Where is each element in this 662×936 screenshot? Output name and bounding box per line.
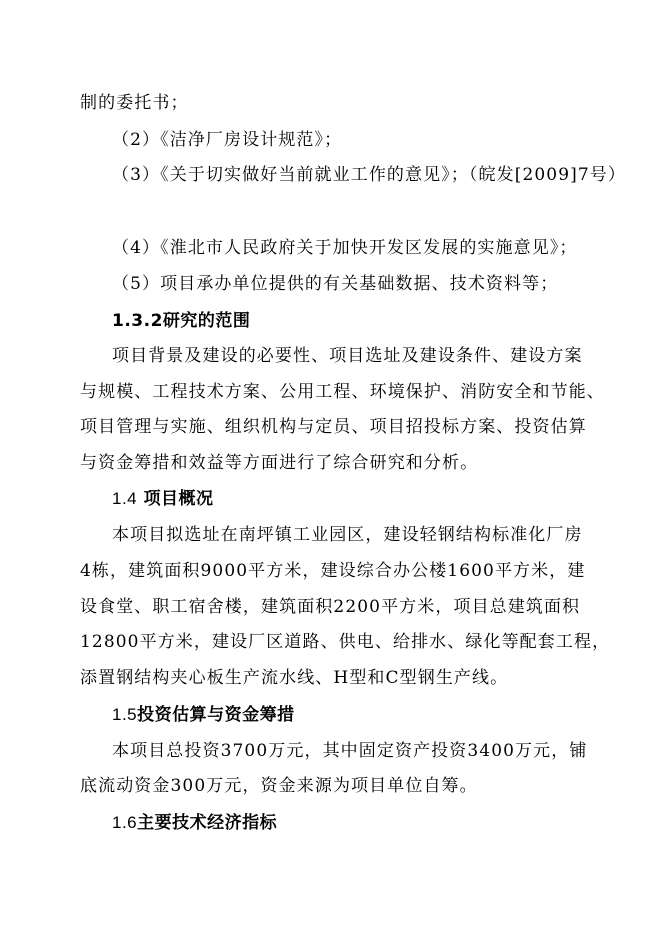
paragraph-scope-line-4: 与资金筹措和效益等方面进行了综合研究和分析。 — [80, 453, 479, 473]
paragraph-overview-line-5: 添置钢结构夹心板生产流水线、H型和C型钢生产线。 — [80, 668, 509, 688]
paragraph-scope-line-2: 与规模、工程技术方案、公用工程、环境保护、消防安全和节能、 — [80, 382, 605, 402]
paragraph-overview-line-2: 4栋，建筑面积9000平方米，建设综合办公楼1600平方米，建 — [80, 561, 586, 581]
paragraph-overview-line-1: 本项目拟选址在南坪镇工业园区，建设轻钢结构标准化厂房 — [112, 525, 583, 545]
section-number: 1.4 — [112, 489, 138, 508]
reference-item-3: （3）《关于切实做好当前就业工作的意见》；（皖发[2009]7号） — [112, 165, 626, 185]
reference-item-2: （2）《洁净厂房设计规范》； — [112, 130, 343, 150]
section-number: 1.6 — [112, 813, 138, 832]
section-title: 项目概况 — [143, 489, 214, 509]
section-heading-1-6 — [112, 812, 277, 834]
section-heading-1-4 — [112, 488, 214, 510]
paragraph-scope-line-1: 项目背景及建设的必要性、项目选址及建设条件、建设方案 — [112, 346, 583, 366]
list-item-continuation: 制的委托书； — [80, 93, 189, 113]
section-number: 1.5 — [112, 705, 138, 724]
section-heading-1-3-2: 1.3.2研究的范围 — [112, 311, 251, 331]
paragraph-investment-line-1: 本项目总投资3700万元，其中固定资产投资3400万元，铺 — [112, 741, 588, 761]
section-title: 投资估算与资金筹措 — [137, 705, 295, 725]
section-heading-1-5 — [112, 704, 295, 726]
paragraph-scope-line-3: 项目管理与实施、组织机构与定员、项目招投标方案、投资估算 — [80, 417, 587, 437]
paragraph-investment-line-2: 底流动资金300万元，资金来源为项目单位自筹。 — [80, 776, 478, 796]
paragraph-overview-line-3: 设食堂、职工宿舍楼，建筑面积2200平方米，项目总建筑面积 — [80, 597, 581, 617]
paragraph-overview-line-4: 12800平方米，建设厂区道路、供电、给排水、绿化等配套工程， — [80, 632, 611, 652]
reference-item-5: （5）项目承办单位提供的有关基础数据、技术资料等； — [112, 274, 559, 294]
section-title: 主要技术经济指标 — [137, 813, 278, 833]
reference-item-4: （4）《淮北市人民政府关于加快开发区发展的实施意见》； — [112, 238, 578, 258]
